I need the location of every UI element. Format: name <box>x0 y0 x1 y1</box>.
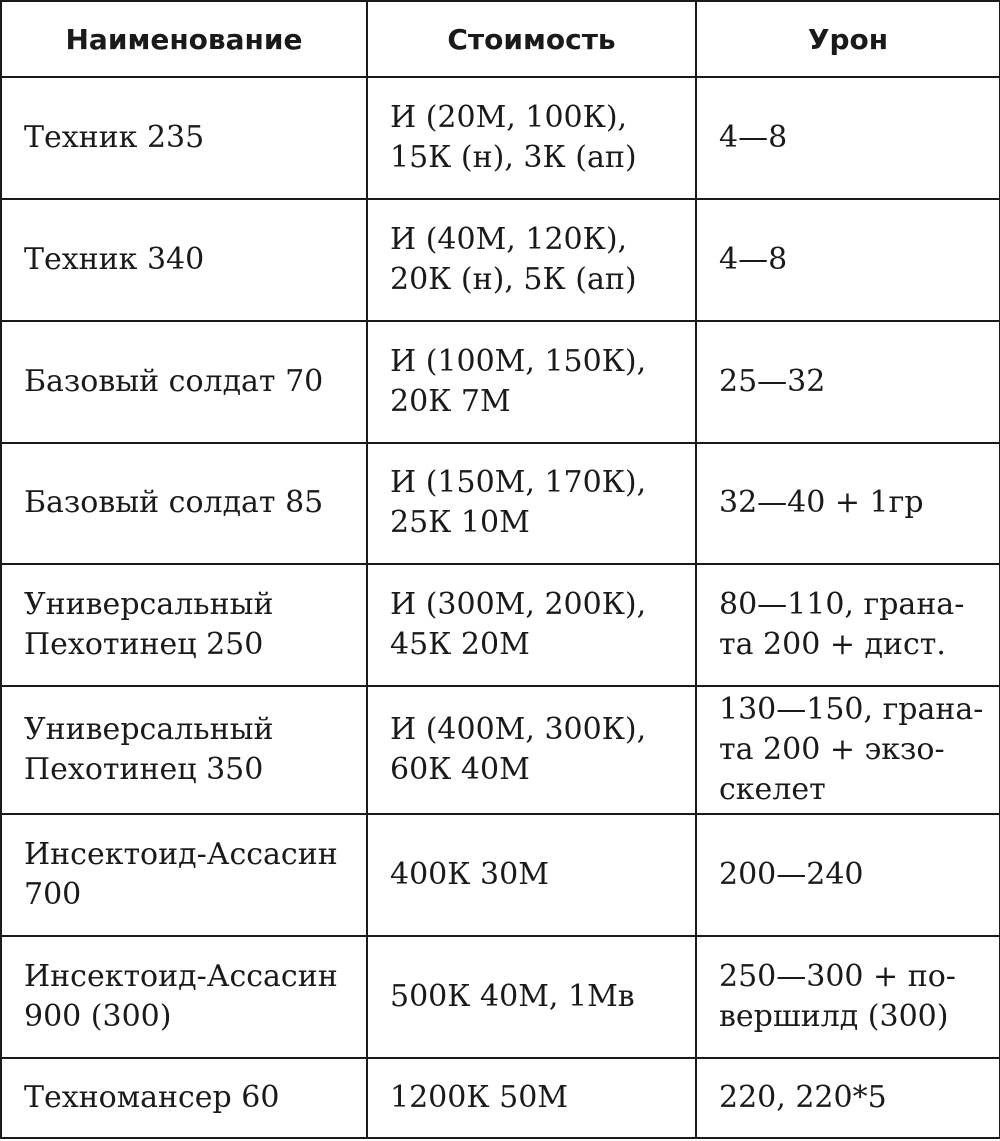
cell-cost: 1200К 50М <box>367 1058 696 1138</box>
header-damage: Урон <box>696 1 1000 77</box>
table-row <box>1 936 1000 1058</box>
header-name: Наименование <box>1 1 367 77</box>
header-cost: Стоимость <box>367 1 696 77</box>
table-row <box>1 77 1000 199</box>
table-row <box>1 443 1000 565</box>
cell-damage: 4—8 <box>696 77 1000 199</box>
cell-cost: И (20М, 100К), 15К (н), 3К (ап) <box>367 77 696 199</box>
cell-cost: И (400М, 300К), 60К 40М <box>367 686 696 814</box>
table-row <box>1 199 1000 321</box>
cell-damage: 220, 220*5 <box>696 1058 1000 1138</box>
cell-cost: И (100М, 150К), 20К 7М <box>367 321 696 443</box>
cell-damage: 80—110, грана- та 200 + дист. <box>696 564 1000 686</box>
cell-cost: И (40М, 120К), 20К (н), 5К (ап) <box>367 199 696 321</box>
table-row <box>1 564 1000 686</box>
cell-cost: 400К 30М <box>367 814 696 936</box>
cell-name: Базовый солдат 85 <box>1 443 367 565</box>
cell-cost: И (150М, 170К), 25К 10М <box>367 443 696 565</box>
table-row <box>1 686 1000 814</box>
cell-name: Техник 235 <box>1 77 367 199</box>
table-row <box>1 1058 1000 1138</box>
cell-name: Инсектоид-Ассасин 900 (300) <box>1 936 367 1058</box>
cell-name: Техномансер 60 <box>1 1058 367 1138</box>
cell-name: Базовый солдат 70 <box>1 321 367 443</box>
cell-cost: И (300М, 200К), 45К 20М <box>367 564 696 686</box>
cell-damage: 200—240 <box>696 814 1000 936</box>
cell-damage: 130—150, грана- та 200 + экзо- скелет <box>696 686 1000 814</box>
cell-damage: 32—40 + 1гр <box>696 443 1000 565</box>
table-header-row <box>1 1 1000 77</box>
cell-damage: 25—32 <box>696 321 1000 443</box>
cell-name: Универсальный Пехотинец 250 <box>1 564 367 686</box>
cell-name: Техник 340 <box>1 199 367 321</box>
cell-damage: 250—300 + по- вершилд (300) <box>696 936 1000 1058</box>
table-row <box>1 814 1000 936</box>
cell-name: Универсальный Пехотинец 350 <box>1 686 367 814</box>
cell-damage: 4—8 <box>696 199 1000 321</box>
cell-cost: 500К 40М, 1Мв <box>367 936 696 1058</box>
table-row <box>1 321 1000 443</box>
cell-name: Инсектоид-Ассасин 700 <box>1 814 367 936</box>
